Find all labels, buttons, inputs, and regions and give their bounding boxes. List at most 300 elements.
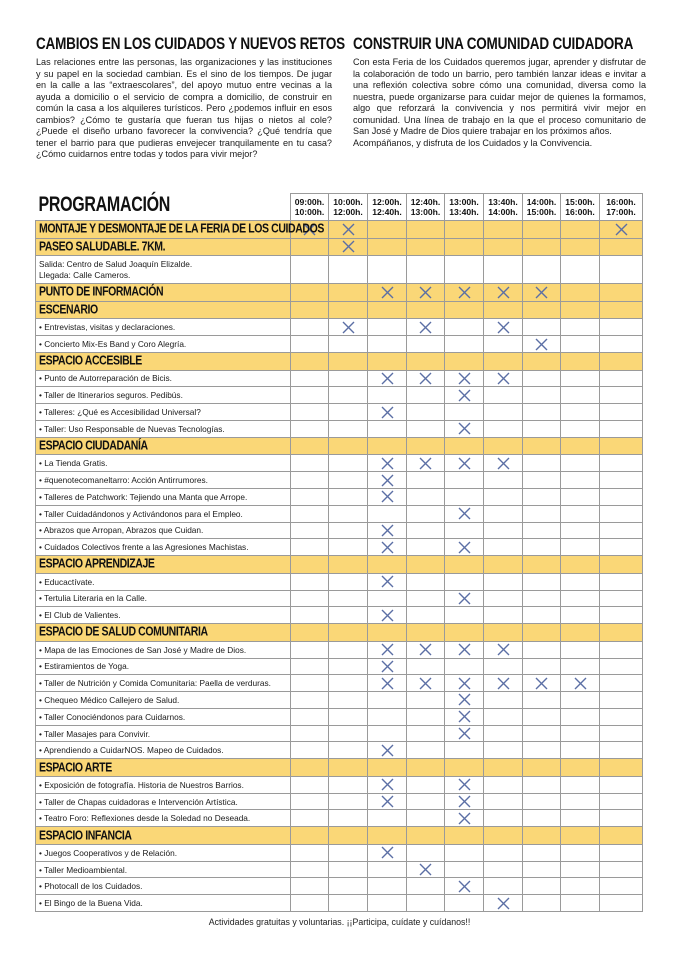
intro-right-body: Con esta Feria de los Cuidados queremos jugar, aprender y disfrutar de la colaboración de todo un barrio, pero también lanzar ideas e invitar a una reflexión colectiva sobre cómo una comunidad, diversa como la nuestra, puede organizarse para cuidar mejor de quienes la formamos, algo que reforzará la convivencia y nos permitirá vivir mejor en comunidad. Una línea de trabajo en la que el proceso comunitario de San José y Madre de Dios quiere trabajar en los próximos años.	[353, 57, 646, 136]
time-slot-end: 12:40h.	[372, 207, 402, 217]
section-label	[36, 759, 291, 777]
schedule-cell	[329, 725, 368, 742]
schedule-cell	[600, 352, 643, 370]
activity-label	[36, 256, 291, 284]
cross-mark-icon	[342, 223, 355, 236]
schedule-cell	[368, 861, 407, 878]
schedule-cell	[368, 256, 407, 284]
schedule-cell	[291, 472, 329, 489]
activity-label	[36, 742, 291, 759]
cross-mark-icon	[458, 727, 471, 740]
schedule-cell	[484, 352, 523, 370]
schedule-cell	[445, 221, 484, 239]
schedule-cell	[291, 895, 329, 912]
schedule-cell	[523, 844, 561, 861]
section-label	[36, 221, 324, 239]
schedule-cell	[407, 301, 445, 319]
time-slot-start: 12:40h.	[410, 197, 441, 207]
cross-mark-icon	[381, 575, 394, 588]
schedule-cell	[445, 742, 484, 759]
schedule-cell	[407, 742, 445, 759]
schedule-cell	[407, 221, 445, 239]
activity-label	[36, 708, 291, 725]
schedule-cell	[523, 472, 561, 489]
schedule-cell	[523, 658, 561, 675]
activity-row	[36, 641, 643, 658]
schedule-cell	[329, 336, 368, 353]
schedule-cell	[600, 759, 643, 777]
activity-label	[36, 675, 291, 692]
schedule-cell	[368, 810, 407, 827]
schedule-cell	[368, 793, 407, 810]
schedule-cell	[291, 776, 329, 793]
schedule-cell	[484, 658, 523, 675]
schedule-cell	[445, 437, 484, 455]
activity-row	[36, 455, 643, 472]
activity-row	[36, 708, 643, 725]
activity-label-line: Llegada: Calle Cameros.	[39, 269, 131, 280]
footer-note: Actividades gratuitas y voluntarias. ¡¡Participa, cuídate y cuídanos!!	[208, 917, 471, 927]
schedule-cell	[600, 420, 643, 437]
schedule-cell	[329, 895, 368, 912]
activity-row	[36, 725, 643, 742]
schedule-cell	[329, 776, 368, 793]
activity-label	[36, 387, 291, 404]
schedule-cell	[484, 284, 523, 302]
activity-row	[36, 505, 643, 522]
schedule-cell	[368, 437, 407, 455]
schedule-cell	[523, 420, 561, 437]
schedule-cell	[445, 692, 484, 709]
schedule-cell	[291, 352, 329, 370]
schedule-cell	[329, 472, 368, 489]
activity-label-text: • Entrevistas, visitas y declaraciones.	[39, 322, 176, 333]
activity-label-text: • Exposición de fotografía. Historia de Nuestros Barrios.	[39, 779, 244, 790]
schedule-cell	[329, 793, 368, 810]
schedule-cell	[561, 624, 600, 642]
schedule-cell	[600, 590, 643, 607]
schedule-cell	[407, 641, 445, 658]
section-label-text: ESCENARIO	[39, 302, 98, 318]
schedule-cell	[484, 675, 523, 692]
programacion-title: PROGRAMACIÓN	[36, 194, 291, 221]
activity-label	[36, 539, 291, 556]
time-slot-header	[523, 194, 561, 221]
schedule-cell	[561, 844, 600, 861]
schedule-cell	[484, 607, 523, 624]
time-slot-end: 10:00h.	[294, 207, 325, 217]
cross-mark-icon	[458, 812, 471, 825]
schedule-cell	[600, 301, 643, 319]
activity-label-text: • Talleres de Patchwork: Tejiendo una Manta que Arrope.	[39, 491, 248, 502]
cross-mark-icon	[497, 457, 510, 470]
schedule-cell	[329, 539, 368, 556]
schedule-cell	[523, 861, 561, 878]
schedule-cell	[445, 708, 484, 725]
schedule-cell	[329, 404, 368, 421]
cross-mark-icon	[419, 643, 432, 656]
activity-label-text: • Taller de Chapas cuidadoras e Intervención Artística.	[39, 796, 238, 807]
section-label-text: ESPACIO ARTE	[39, 760, 112, 775]
schedule-cell	[484, 725, 523, 742]
schedule-cell	[561, 437, 600, 455]
schedule-cell	[523, 776, 561, 793]
section-label	[36, 827, 291, 845]
cross-mark-icon	[458, 372, 471, 385]
activity-label	[36, 420, 291, 437]
schedule-cell	[523, 455, 561, 472]
schedule-cell	[291, 556, 329, 574]
schedule-cell	[407, 861, 445, 878]
schedule-cell	[600, 387, 643, 404]
time-slot-header	[561, 194, 600, 221]
schedule-cell	[407, 725, 445, 742]
schedule-cell	[329, 759, 368, 777]
schedule-cell	[329, 319, 368, 336]
schedule-cell	[445, 675, 484, 692]
cross-mark-icon	[419, 321, 432, 334]
activity-label-text: • Tertulia Literaria en la Calle.	[39, 593, 147, 604]
schedule-cell	[368, 556, 407, 574]
time-slot-start: 09:00h.	[294, 197, 325, 207]
schedule-cell	[484, 878, 523, 895]
cross-mark-icon	[535, 677, 548, 690]
schedule-cell	[561, 455, 600, 472]
activity-label-text: • Taller de Itinerarios seguros. Pedibús.	[39, 390, 183, 401]
cross-mark-icon	[381, 406, 394, 419]
schedule-cell	[329, 505, 368, 522]
schedule-cell	[484, 238, 523, 256]
activity-label-text: • Chequeo Médico Callejero de Salud.	[39, 694, 180, 705]
intro-section	[36, 34, 646, 161]
activity-label-text: • Educactívate.	[39, 576, 95, 587]
section-header-row	[36, 624, 643, 642]
activity-label	[36, 607, 291, 624]
schedule-cell	[407, 827, 445, 845]
schedule-cell	[368, 573, 407, 590]
activity-label-text: • Abrazos que Arropan, Abrazos que Cuidan.	[39, 525, 204, 536]
schedule-cell	[407, 658, 445, 675]
schedule-cell	[484, 573, 523, 590]
schedule-cell	[523, 352, 561, 370]
activity-label-text: • Taller Masajes para Convivir.	[39, 728, 151, 739]
activity-label-text: • Talleres: ¿Qué es Accesibilidad Universal?	[39, 407, 201, 418]
schedule-cell	[600, 455, 643, 472]
schedule-cell	[561, 556, 600, 574]
schedule-cell	[523, 301, 561, 319]
cross-mark-icon	[458, 795, 471, 808]
schedule-cell	[291, 370, 329, 387]
schedule-cell	[561, 725, 600, 742]
schedule-cell	[523, 573, 561, 590]
schedule-cell	[600, 742, 643, 759]
time-slot-start: 13:00h.	[449, 197, 479, 207]
schedule-cell	[561, 387, 600, 404]
section-label-text: ESPACIO DE SALUD COMUNITARIA	[39, 625, 208, 640]
schedule-cell	[445, 319, 484, 336]
activity-row	[36, 573, 643, 590]
schedule-cell	[561, 607, 600, 624]
cross-mark-icon	[381, 372, 394, 385]
schedule-cell	[484, 522, 523, 539]
schedule-cell	[484, 861, 523, 878]
schedule-cell	[561, 256, 600, 284]
section-label	[36, 556, 291, 574]
schedule-cell	[523, 827, 561, 845]
schedule-cell	[523, 256, 561, 284]
activity-label	[36, 455, 291, 472]
schedule-cell	[561, 319, 600, 336]
activity-row	[36, 742, 643, 759]
schedule-cell	[561, 420, 600, 437]
schedule-cell	[291, 488, 329, 505]
schedule-cell	[561, 573, 600, 590]
schedule-cell	[484, 759, 523, 777]
schedule-cell	[523, 437, 561, 455]
schedule-cell	[600, 692, 643, 709]
activity-row	[36, 522, 643, 539]
section-header-row	[36, 301, 643, 319]
activity-label-text: • El Bingo de la Buena Vida.	[39, 898, 143, 909]
schedule-cell	[523, 319, 561, 336]
table-header-row	[36, 194, 643, 221]
schedule-cell	[523, 607, 561, 624]
activity-label-text: • Juegos Cooperativos y de Relación.	[39, 847, 178, 858]
schedule-cell	[523, 810, 561, 827]
intro-right-column	[353, 34, 646, 161]
schedule-cell	[523, 336, 561, 353]
schedule-cell	[561, 810, 600, 827]
section-header-row	[36, 759, 643, 777]
cross-mark-icon	[381, 643, 394, 656]
activity-label	[36, 590, 291, 607]
section-header-row	[36, 238, 643, 256]
schedule-cell	[368, 658, 407, 675]
schedule-cell	[445, 301, 484, 319]
schedule-cell	[484, 387, 523, 404]
schedule-cell	[291, 708, 329, 725]
schedule-cell	[329, 437, 368, 455]
schedule-cell	[329, 256, 368, 284]
schedule-cell	[561, 861, 600, 878]
schedule-cell	[329, 624, 368, 642]
schedule-cell	[600, 827, 643, 845]
schedule-cell	[407, 505, 445, 522]
schedule-cell	[407, 590, 445, 607]
activity-row	[36, 404, 643, 421]
schedule-cell	[484, 256, 523, 284]
schedule-cell	[561, 370, 600, 387]
schedule-cell	[291, 301, 329, 319]
schedule-cell	[329, 238, 368, 256]
activity-label-text: • Taller Cuidadándonos y Activándonos para el Empleo.	[39, 508, 243, 519]
schedule-cell	[407, 776, 445, 793]
cross-mark-icon	[458, 389, 471, 402]
section-header-row	[36, 437, 643, 455]
schedule-cell	[445, 590, 484, 607]
schedule-cell	[329, 488, 368, 505]
schedule-cell	[407, 404, 445, 421]
intro-left-title: CAMBIOS EN LOS CUIDADOS Y NUEVOS RETOS	[36, 34, 345, 53]
schedule-cell	[368, 675, 407, 692]
schedule-cell	[291, 810, 329, 827]
activity-row	[36, 472, 643, 489]
cross-mark-icon	[458, 541, 471, 554]
schedule-cell	[407, 708, 445, 725]
cross-mark-icon	[458, 592, 471, 605]
schedule-cell	[600, 810, 643, 827]
schedule-cell	[600, 641, 643, 658]
schedule-cell	[445, 370, 484, 387]
schedule-cell	[484, 420, 523, 437]
activity-row	[36, 861, 643, 878]
cross-mark-icon	[342, 240, 355, 253]
schedule-cell	[445, 725, 484, 742]
intro-left-column	[36, 34, 345, 161]
schedule-cell	[368, 284, 407, 302]
schedule-cell	[600, 488, 643, 505]
section-label	[36, 284, 291, 302]
schedule-cell	[523, 556, 561, 574]
time-slot-start: 12:00h.	[372, 197, 402, 207]
cross-mark-icon	[535, 286, 548, 299]
schedule-cell	[368, 352, 407, 370]
cross-mark-icon	[419, 372, 432, 385]
schedule-cell	[523, 404, 561, 421]
schedule-cell	[561, 539, 600, 556]
programacion-table	[35, 193, 643, 912]
schedule-cell	[368, 455, 407, 472]
schedule-cell	[445, 810, 484, 827]
activity-label	[36, 336, 291, 353]
time-slot-start: 15:00h.	[565, 197, 595, 207]
schedule-cell	[600, 505, 643, 522]
schedule-cell	[600, 238, 643, 256]
activity-label-text: • Estiramientos de Yoga.	[39, 661, 130, 672]
activity-row	[36, 590, 643, 607]
schedule-cell	[600, 607, 643, 624]
schedule-cell	[291, 539, 329, 556]
schedule-cell	[291, 238, 329, 256]
schedule-cell	[561, 641, 600, 658]
time-slot-end: 12:00h.	[333, 207, 363, 217]
activity-label	[36, 658, 291, 675]
schedule-cell	[407, 624, 445, 642]
activity-label	[36, 776, 291, 793]
schedule-cell	[523, 590, 561, 607]
cross-mark-icon	[497, 372, 510, 385]
schedule-cell	[561, 878, 600, 895]
schedule-cell	[561, 742, 600, 759]
schedule-cell	[329, 370, 368, 387]
schedule-cell	[561, 590, 600, 607]
schedule-cell	[484, 336, 523, 353]
schedule-cell	[329, 590, 368, 607]
activity-row	[36, 776, 643, 793]
activity-label-text: • Taller: Uso Responsable de Nuevas Tecnologías.	[39, 423, 225, 434]
schedule-cell	[445, 844, 484, 861]
time-slot-end: 15:00h.	[526, 207, 557, 217]
section-label-text: ESPACIO INFANCIA	[39, 828, 132, 843]
cross-mark-icon	[535, 338, 548, 351]
time-slot-header	[600, 194, 643, 221]
schedule-cell	[600, 336, 643, 353]
schedule-cell	[407, 352, 445, 370]
schedule-cell	[368, 301, 407, 319]
schedule-cell	[407, 522, 445, 539]
activity-label	[36, 488, 291, 505]
schedule-cell	[600, 319, 643, 336]
schedule-cell	[368, 238, 407, 256]
activity-row	[36, 319, 643, 336]
schedule-cell	[329, 573, 368, 590]
schedule-cell	[329, 420, 368, 437]
schedule-cell	[484, 641, 523, 658]
schedule-cell	[291, 455, 329, 472]
schedule-cell	[561, 759, 600, 777]
schedule-cell	[407, 387, 445, 404]
schedule-cell	[600, 895, 643, 912]
schedule-cell	[600, 793, 643, 810]
cross-mark-icon	[497, 897, 510, 910]
activity-label	[36, 895, 291, 912]
schedule-cell	[600, 539, 643, 556]
schedule-cell	[484, 895, 523, 912]
cross-mark-icon	[381, 524, 394, 537]
schedule-cell	[484, 556, 523, 574]
schedule-cell	[291, 437, 329, 455]
schedule-cell	[561, 404, 600, 421]
schedule-cell	[407, 759, 445, 777]
schedule-cell	[484, 827, 523, 845]
activity-label	[36, 472, 291, 489]
cross-mark-icon	[419, 286, 432, 299]
schedule-cell	[329, 352, 368, 370]
section-header-row	[36, 556, 643, 574]
schedule-cell	[368, 725, 407, 742]
schedule-cell	[561, 301, 600, 319]
schedule-cell	[561, 505, 600, 522]
cross-mark-icon	[497, 321, 510, 334]
schedule-cell	[407, 370, 445, 387]
schedule-cell	[445, 759, 484, 777]
schedule-cell	[484, 437, 523, 455]
schedule-cell	[561, 522, 600, 539]
schedule-cell	[407, 895, 445, 912]
intro-right-body2: Acompáñanos, y disfruta de los Cuidados y la Convivencia.	[353, 137, 593, 148]
schedule-cell	[368, 522, 407, 539]
schedule-cell	[291, 692, 329, 709]
schedule-cell	[484, 539, 523, 556]
cross-mark-icon	[419, 457, 432, 470]
schedule-cell	[291, 675, 329, 692]
schedule-cell	[445, 573, 484, 590]
cross-mark-icon	[574, 677, 587, 690]
cross-mark-icon	[458, 693, 471, 706]
cross-mark-icon	[381, 457, 394, 470]
activity-label	[36, 878, 291, 895]
schedule-cell	[407, 284, 445, 302]
schedule-cell	[407, 878, 445, 895]
schedule-cell	[561, 336, 600, 353]
schedule-cell	[329, 742, 368, 759]
schedule-cell	[523, 370, 561, 387]
time-slot-header	[329, 194, 368, 221]
schedule-cell	[368, 708, 407, 725]
schedule-cell	[329, 844, 368, 861]
activity-row	[36, 692, 643, 709]
schedule-cell	[291, 336, 329, 353]
